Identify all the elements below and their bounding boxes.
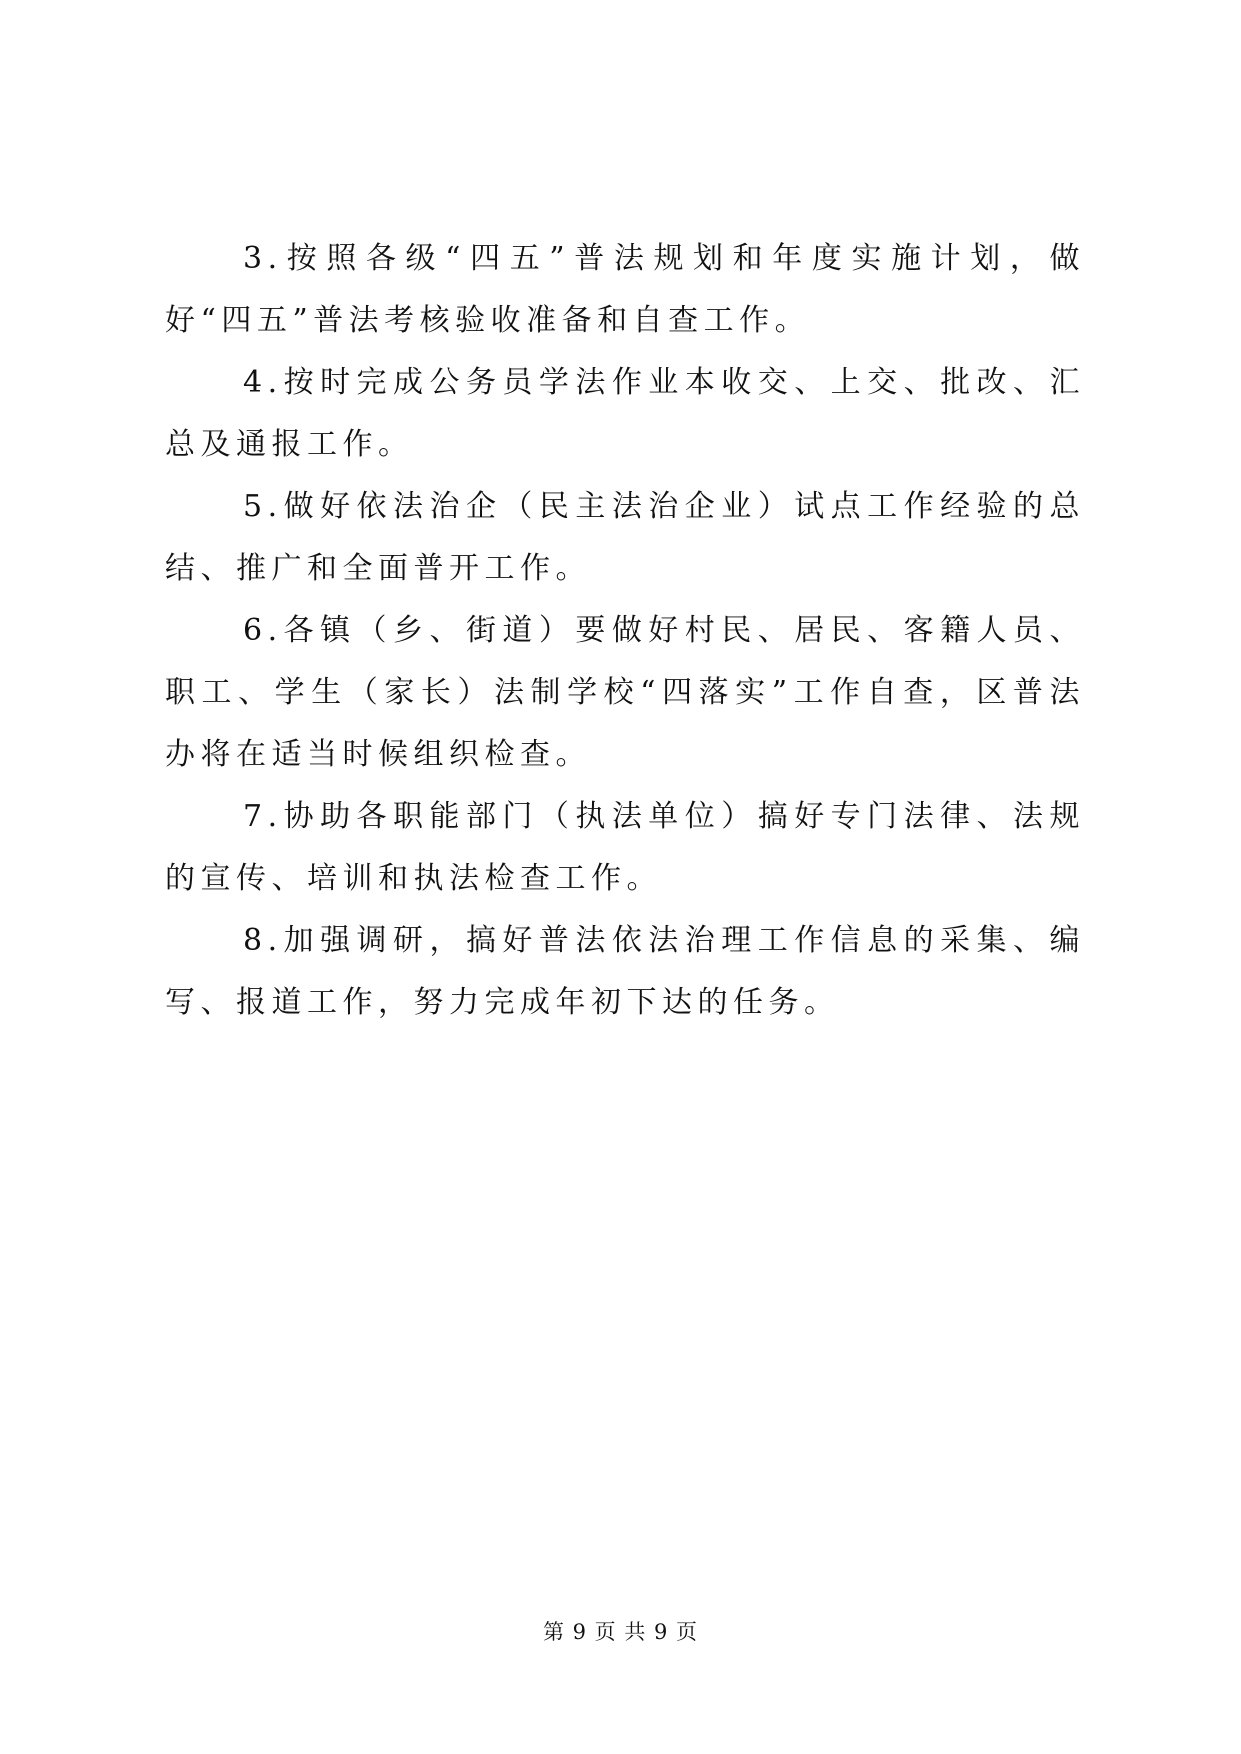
page-footer [0, 1617, 1241, 1647]
paragraph-item-3: 3.按照各级“四五”普法规划和年度实施计划，做好“四五”普法考核验收准备和自查工作。 [165, 241, 1085, 338]
document-body [165, 228, 1085, 1034]
paragraph-item-8: 8.加强调研，搞好普法依法治理工作信息的采集、编写、报道工作，努力完成年初下达的任务。 [165, 923, 1085, 1020]
paragraph-item-5: 5.做好依法治企（民主法治企业）试点工作经验的总结、推广和全面普开工作。 [165, 489, 1085, 586]
page-number-label: 第 9 页 共 9 页 [542, 1620, 699, 1644]
paragraph-item-7: 7.协助各职能部门（执法单位）搞好专门法律、法规的宣传、培训和执法检查工作。 [165, 799, 1085, 896]
paragraph-item-6: 6.各镇（乡、街道）要做好村民、居民、客籍人员、职工、学生（家长）法制学校“四落实”工作自查，区普法办将在适当时候组织检查。 [165, 613, 1085, 772]
paragraph-item-4: 4.按时完成公务员学法作业本收交、上交、批改、汇总及通报工作。 [165, 365, 1085, 462]
